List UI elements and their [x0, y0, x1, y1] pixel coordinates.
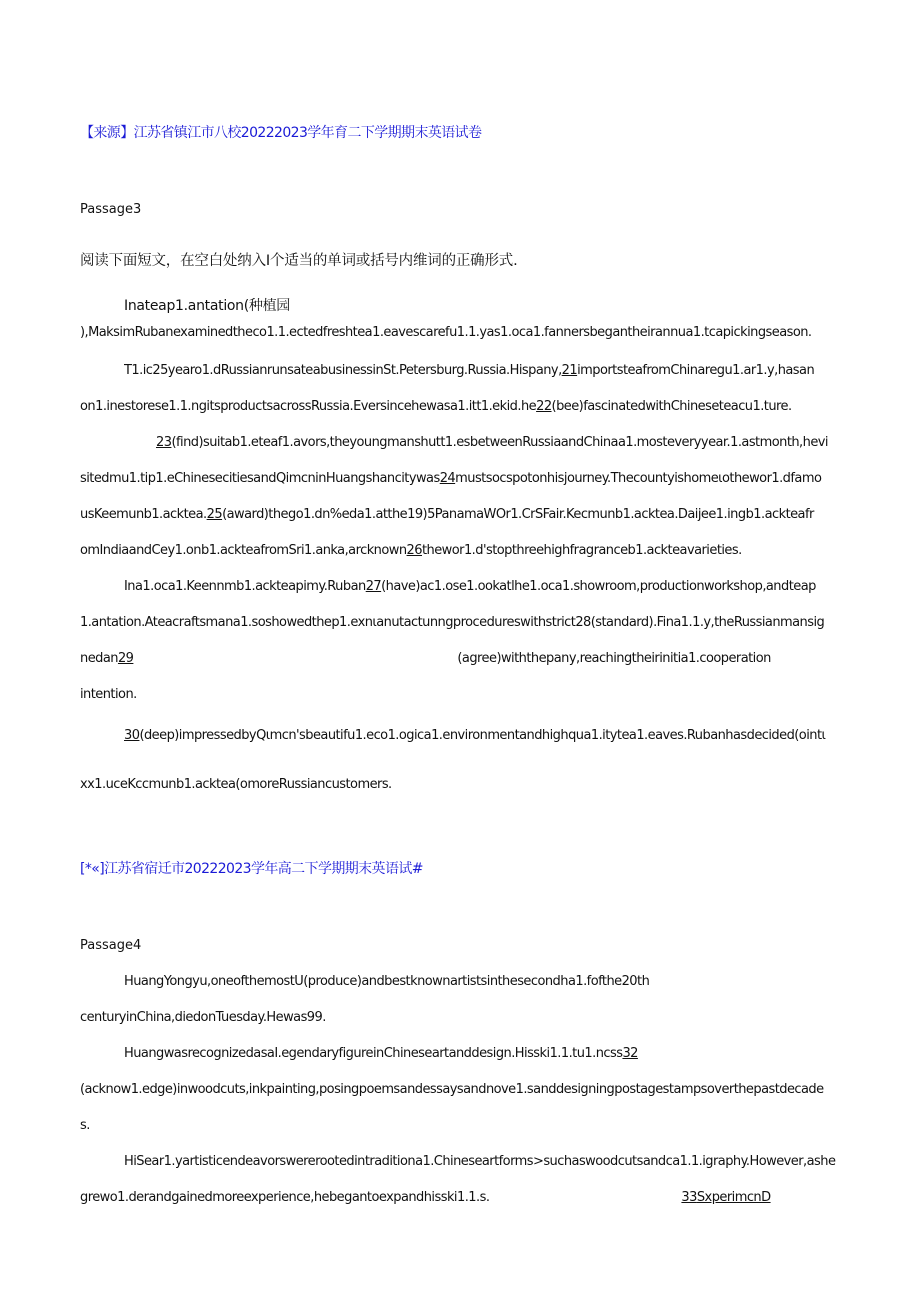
- passage-label: Passage4: [80, 938, 142, 953]
- passage-label: Passage3: [80, 202, 142, 217]
- text-line: ),MaksimRubanexaminedtheco1.1.ectedfreshtea1.eavescarefu1.1.yas1.oca1.fannersbegantheirannua1.tcapickingseason.: [80, 325, 812, 340]
- blank-number: 21: [561, 363, 578, 378]
- text-line: grewo1.derandgainedmoreexperience,hebegantoexpandhisski1.1.s. 33SxperimcnD: [80, 1190, 771, 1205]
- text-line: 30(deep)impressedbyQιmcn'sbeautifu1.eco1.ogica1.environmentandhighqua1.itytea1.eaves.Rubanhasdecided(ointι: [124, 728, 826, 743]
- text-line: xx1.uceKccmunb1.acktea(omoreRussiancustomers.: [80, 777, 392, 792]
- blank-number: 25: [206, 507, 223, 522]
- text-line: (acknow1.edge)inwoodcuts,inkpainting,posingpoemsandessaysandnove1.sanddesigningpostagestampsoverthepastdecade: [80, 1082, 824, 1097]
- text-line: omIndiaandCey1.onb1.ackteafromSri1.anka,arcknown26thewor1.d'stopthreehighfragranceb1.ackteavarieties.: [80, 543, 742, 558]
- instruction-text: 阅读下面短文，在空白处纳入I个适当的单词或括号内维词的正确形式.: [80, 253, 518, 269]
- blank-line: [133, 650, 457, 668]
- text-line: HiSear1.yartisticendeavorswererootedintraditiona1.Chineseartforms>suchaswoodcutsandca1.1.igraphy.However,ashe: [124, 1154, 836, 1169]
- blank-number: 26: [406, 543, 422, 558]
- blank-number: 32: [622, 1046, 638, 1061]
- blank-number: 27: [365, 579, 382, 594]
- text-line: s.: [80, 1118, 90, 1133]
- text-line: intention.: [80, 687, 137, 702]
- text-line: HuangYongyu,oneofthemostU(produce)andbestknownartistsinthesecondha1.fofthe20th: [124, 974, 650, 989]
- text-line: T1.ic25yearo1.dRussianrunsateabusinessinSt.Petersburg.Russia.Hispany,21importsteafromChinaregu1.ar1.y,hasan: [124, 363, 815, 378]
- blank-line: [489, 1189, 681, 1207]
- text-line: usKeemunb1.acktea.25(award)thego1.dn%eda1.atthe19)5PanamaWOr1.CrSFair.Kecmunb1.acktea.Daijee1.ingb1.ackteafr: [80, 507, 814, 522]
- text-line: 23(find)suitab1.eteaf1.avors,theyoungmanshutt1.esbetweenRussiaandChinaa1.mosteveryyear.1.astmonth,hevi: [156, 435, 828, 450]
- blank-number: 24: [439, 471, 456, 486]
- text-line: centuryinChina,diedonTuesday.Hewas99.: [80, 1010, 326, 1025]
- text-line: Inateap1.antation(种植园: [124, 298, 291, 314]
- text-line: sitedmu1.tip1.eChinesecitiesandQimcninHuangshancitywas24mustsocspotonhisjourney.Thecountyishomeιothewor1.dfamo: [80, 471, 822, 486]
- text-line: on1.inestorese1.1.ngitsproductsacrossRussia.Eversincehewasa1.itt1.ekid.he22(bee)fascinatedwithChineseteacu1.ture.: [80, 399, 792, 414]
- text-line: HuangwasrecognizedasaI.egendaryfigureinChineseartanddesign.Hisski1.1.tu1.ncss32: [124, 1046, 638, 1061]
- blank-number: 33: [681, 1190, 697, 1205]
- blank-number: 29: [117, 651, 134, 666]
- blank-number: 30: [124, 728, 140, 743]
- text-line: Ina1.oca1.Keennmb1.ackteapimy.Ruban27(have)ac1.ose1.ookatlhe1.oca1.showroom,productionworkshop,andteap: [124, 579, 816, 594]
- source-heading-passage4: [*«]江苏省宿迁市20222023学年高二下学期期末英语试#: [80, 861, 423, 877]
- text-line: nedan29 (agree)withthepany,reachingtheirinitia1.cooperation: [80, 651, 771, 666]
- blank-number: 23: [156, 435, 172, 450]
- text-line: 1.antation.Ateacraftsmana1.soshowedthep1.exnιanutactunngprocedureswithstrict28(standard).Fina1.1.y,theRussianmansig: [80, 615, 825, 630]
- blank-number: 22: [536, 399, 552, 414]
- source-heading-passage3: 【来源】江苏省镇江市八校20222023学年育二下学期期末英语试卷: [80, 125, 482, 141]
